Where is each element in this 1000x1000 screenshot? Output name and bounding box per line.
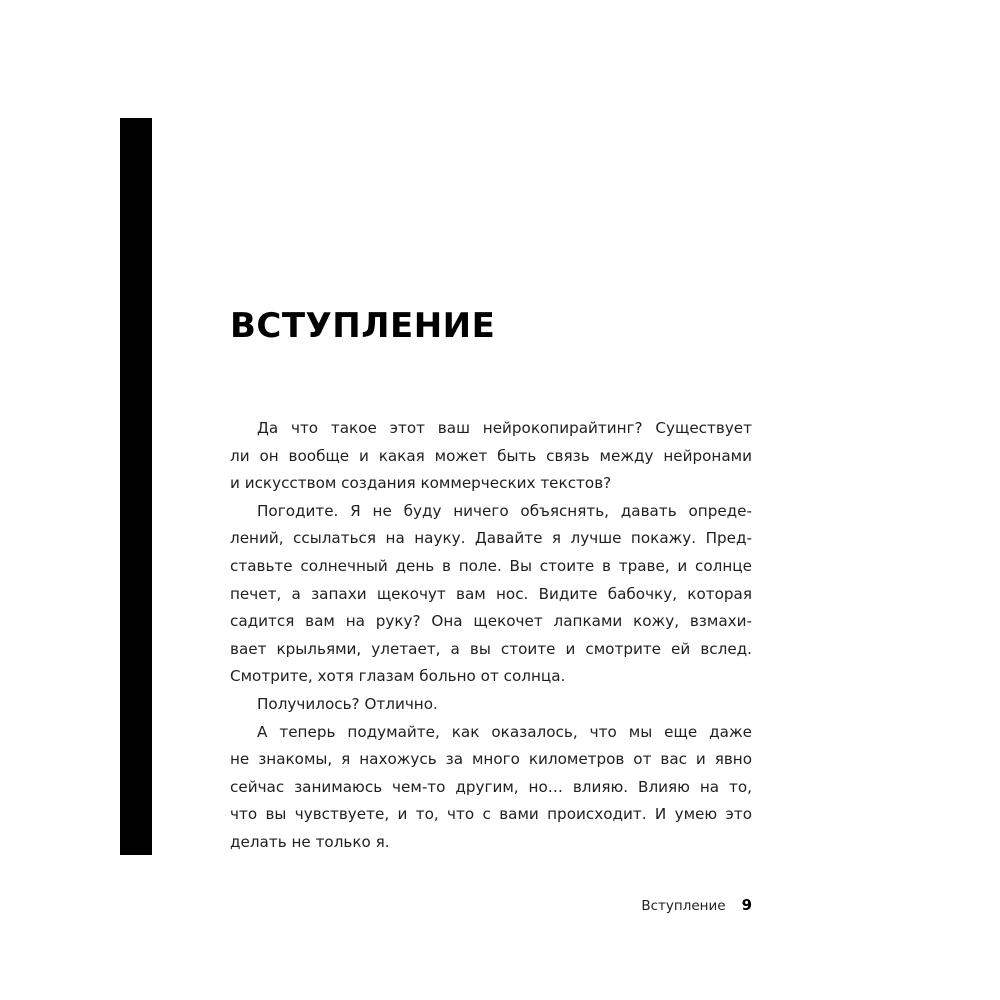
paragraph-3-line-1: Получилось? Отлично. bbox=[257, 694, 438, 713]
paragraph-4-line-2: не знакомы, я нахожусь за много километров от вас и явно bbox=[230, 750, 752, 769]
paragraph-4-line-3: сейчас занимаюсь чем-то другим, но… влияю. Влияю на то, bbox=[230, 777, 752, 796]
chapter-accent-bar bbox=[120, 118, 152, 855]
paragraph-2-line-1: Погодите. Я не буду ничего объяснять, давать опреде- bbox=[257, 501, 752, 520]
page-number: 9 bbox=[741, 896, 752, 914]
paragraph-2-line-5: садится вам на руку? Она щекочет лапками кожу, взмахи- bbox=[230, 612, 752, 631]
paragraph-4-line-5: делать не только я. bbox=[230, 832, 390, 851]
page-footer bbox=[641, 896, 752, 914]
body-text bbox=[230, 415, 752, 857]
paragraph-4-line-1: А теперь подумайте, как оказалось, что мы еще даже bbox=[257, 722, 752, 741]
paragraph-1-line-2: ли он вообще и какая может быть связь между нейронами bbox=[230, 446, 752, 465]
running-head: Вступление bbox=[641, 898, 726, 914]
paragraph-4-line-4: что вы чувствуете, и то, что с вами происходит. И умею это bbox=[230, 805, 752, 824]
paragraph-2-line-3: ставьте солнечный день в поле. Вы стоите в траве, и солнце bbox=[230, 556, 752, 575]
paragraph-2-line-7: Смотрите, хотя глазам больно от солнца. bbox=[230, 667, 566, 686]
paragraph-2-line-2: лений, ссылаться на науку. Давайте я лучше покажу. Пред- bbox=[230, 529, 752, 548]
paragraph-2-line-6: вает крыльями, улетает, а вы стоите и смотрите ей вслед. bbox=[230, 639, 752, 658]
chapter-title: ВСТУПЛЕНИЕ bbox=[230, 306, 496, 346]
paragraph-1-line-1: Да что такое этот ваш нейрокопирайтинг? Существует bbox=[257, 419, 752, 437]
paragraph-1-line-3: и искусством создания коммерческих текстов? bbox=[230, 474, 612, 493]
paragraph-2-line-4: печет, а запахи щекочут вам нос. Видите бабочку, которая bbox=[230, 584, 752, 603]
